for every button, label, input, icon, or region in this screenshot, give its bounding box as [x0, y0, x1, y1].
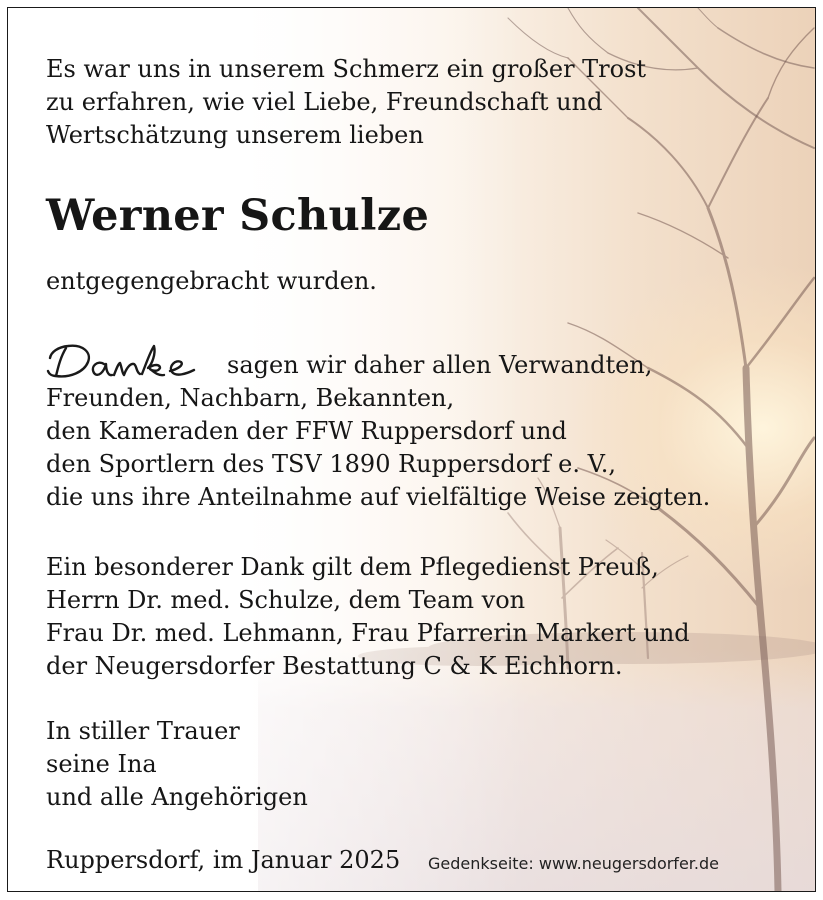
danke-hidden-text: Danke [46, 338, 50, 339]
memorial-page-link: Gedenkseite: www.neugersdorfer.de [428, 854, 719, 873]
special-thanks-paragraph: Ein besonderer Dank gilt dem Pflegedienst Preuß, Herrn Dr. med. Schulze, dem Team von Frau Dr. med. Lehmann, Frau Pfarrerin Markert und der Neugersdorfer Bestattung C & K Eichhorn. [46, 553, 690, 680]
thanks-recipients: Freunden, Nachbarn, Bekannten, den Kameraden der FFW Ruppersdorf und den Sportlern des TSV 1890 Ruppersdorf e. V., die uns ihre Anteilnahme auf vielfältige Weise zeigten. [46, 384, 711, 511]
thanks-first-line [46, 338, 710, 382]
intro-paragraph: Es war uns in unserem Schmerz ein großer Trost zu erfahren, wie viel Liebe, Freundschaft und Wertschätzung unserem lieben [46, 55, 647, 149]
received-line: entgegengebracht wurden. [46, 267, 377, 295]
thanks-paragraph [46, 338, 710, 514]
mourning-signature: In stiller Trauer seine Ina und alle Angehörigen [46, 717, 308, 811]
obituary-card [7, 7, 816, 892]
deceased-name: Werner Schulze [46, 191, 430, 241]
place-date: Ruppersdorf, im Januar 2025 [46, 846, 401, 874]
handwritten-danke-signature [46, 338, 221, 382]
thanks-first-line-text: sagen wir daher allen Verwandten, [227, 351, 653, 379]
